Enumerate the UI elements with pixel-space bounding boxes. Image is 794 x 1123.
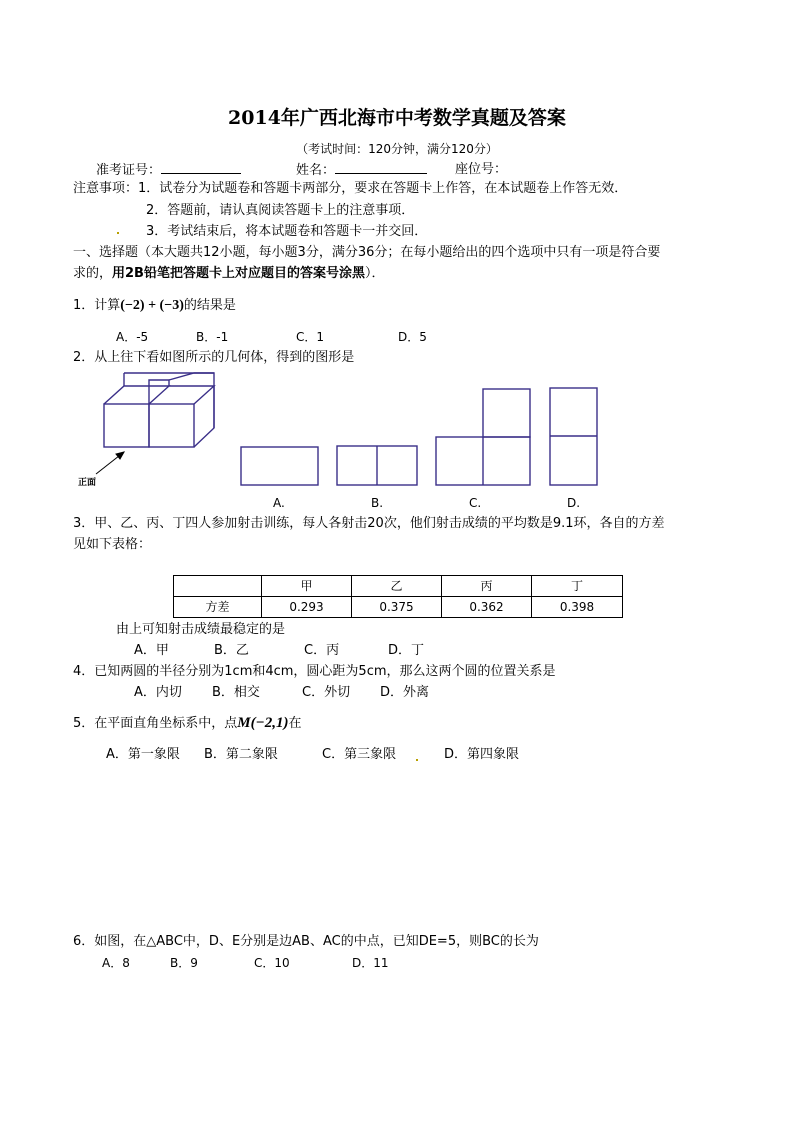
- table-cell: 0.398: [532, 597, 623, 618]
- q4-option-c[interactable]: C．外切: [302, 685, 351, 700]
- variance-table: [173, 575, 623, 618]
- q1-option-c[interactable]: C．1: [296, 330, 325, 344]
- q2-option-c[interactable]: C.: [469, 496, 482, 510]
- table-cell: 0.362: [442, 597, 532, 618]
- option-d-figure: [550, 388, 597, 485]
- table-cell: 0.375: [352, 597, 442, 618]
- q6-option-d[interactable]: D．11: [352, 956, 389, 970]
- question-2-stem: 2．从上往下看如图所示的几何体，得到的图形是: [73, 350, 355, 365]
- q1-option-d[interactable]: D．5: [398, 330, 427, 344]
- section-heading-cont: 求的，用2B铅笔把答题卡上对应题目的答案号涂黑）．: [73, 266, 385, 281]
- q6-option-a[interactable]: A．8: [102, 956, 130, 970]
- stray-mark: [416, 759, 418, 761]
- question-3-stem-cont: 见如下表格：: [73, 537, 152, 552]
- seat-label: 座位号：: [455, 162, 508, 177]
- note-item: 1．试卷分为试题卷和答题卡两部分，要求在答题卡上作答，在本试题卷上作答无效．: [138, 181, 628, 196]
- table-row: [174, 576, 623, 597]
- exam-info: （考试时间：120分钟，满分120分）: [296, 142, 498, 156]
- front-arrow: [96, 452, 124, 474]
- option-b-figure: [337, 446, 417, 485]
- solid-figure: [104, 373, 214, 447]
- q3-option-c[interactable]: C．丙: [304, 643, 340, 658]
- front-label: 正面: [78, 478, 97, 488]
- q5-option-b[interactable]: B．第二象限: [204, 747, 278, 762]
- question-3-follow: 由上可知射击成绩最稳定的是: [116, 622, 286, 637]
- table-row: [174, 597, 623, 618]
- name-label: 姓名：: [296, 163, 336, 178]
- q6-option-c[interactable]: C．10: [254, 956, 290, 970]
- notes-label: 注意事项：: [73, 181, 139, 196]
- math-expression: M(−2,1): [237, 715, 289, 731]
- table-row-label: 方差: [174, 597, 262, 618]
- question-1-stem: 1．计算(−2) + (−3)的结果是: [73, 298, 236, 313]
- q5-option-c[interactable]: C．第三象限: [322, 747, 397, 762]
- question-6-stem: 6．如图，在△ABC中，D、E分别是边AB、AC的中点，已知DE=5，则BC的长为: [73, 934, 539, 949]
- q2-option-b[interactable]: B.: [371, 496, 384, 510]
- question-5-stem: 5．在平面直角坐标系中，点M(−2,1)在: [73, 715, 302, 731]
- q2-option-d[interactable]: D.: [567, 496, 581, 510]
- q5-option-a[interactable]: A．第一象限: [106, 747, 180, 762]
- option-a-figure: [241, 447, 318, 485]
- note-item: 2．答题前，请认真阅读答题卡上的注意事项．: [146, 203, 415, 218]
- table-header: 甲: [262, 576, 352, 597]
- q3-option-a[interactable]: A．甲: [134, 643, 169, 658]
- table-header: 丙: [442, 576, 532, 597]
- table-header: 乙: [352, 576, 442, 597]
- question-3-stem: 3．甲、乙、丙、丁四人参加射击训练，每人各射击20次，他们射击成绩的平均数是9.1环，各自的方差: [73, 516, 665, 531]
- q1-option-b[interactable]: B．-1: [196, 330, 229, 344]
- page-title: 2014年广西北海市中考数学真题及答案: [228, 107, 566, 129]
- q3-option-b[interactable]: B．乙: [214, 643, 249, 658]
- q6-option-b[interactable]: B．9: [170, 956, 198, 970]
- q2-option-a[interactable]: A.: [273, 496, 285, 510]
- q3-option-d[interactable]: D．丁: [388, 643, 425, 658]
- q4-option-d[interactable]: D．外离: [380, 685, 430, 700]
- q4-option-b[interactable]: B．相交: [212, 685, 260, 700]
- q5-option-d[interactable]: D．第四象限: [444, 747, 520, 762]
- question-4-stem: 4．已知两圆的半径分别为1cm和4cm，圆心距为5cm，那么这两个圆的位置关系是: [73, 664, 556, 679]
- exam-id-label: 准考证号：: [96, 163, 162, 178]
- table-header: [174, 576, 262, 597]
- math-expression: (−2) + (−3): [120, 298, 184, 313]
- q1-option-a[interactable]: A．-5: [116, 330, 149, 344]
- q4-option-a[interactable]: A．内切: [134, 685, 182, 700]
- note-item: 3．考试结束后，将本试题卷和答题卡一并交回．: [146, 224, 428, 239]
- section-heading: 一、选择题（本大题共12小题，每小题3分，满分36分；在每小题给出的四个选项中只有一项是符合要: [73, 245, 661, 260]
- option-c-figure: [436, 389, 530, 485]
- table-header: 丁: [532, 576, 623, 597]
- table-cell: 0.293: [262, 597, 352, 618]
